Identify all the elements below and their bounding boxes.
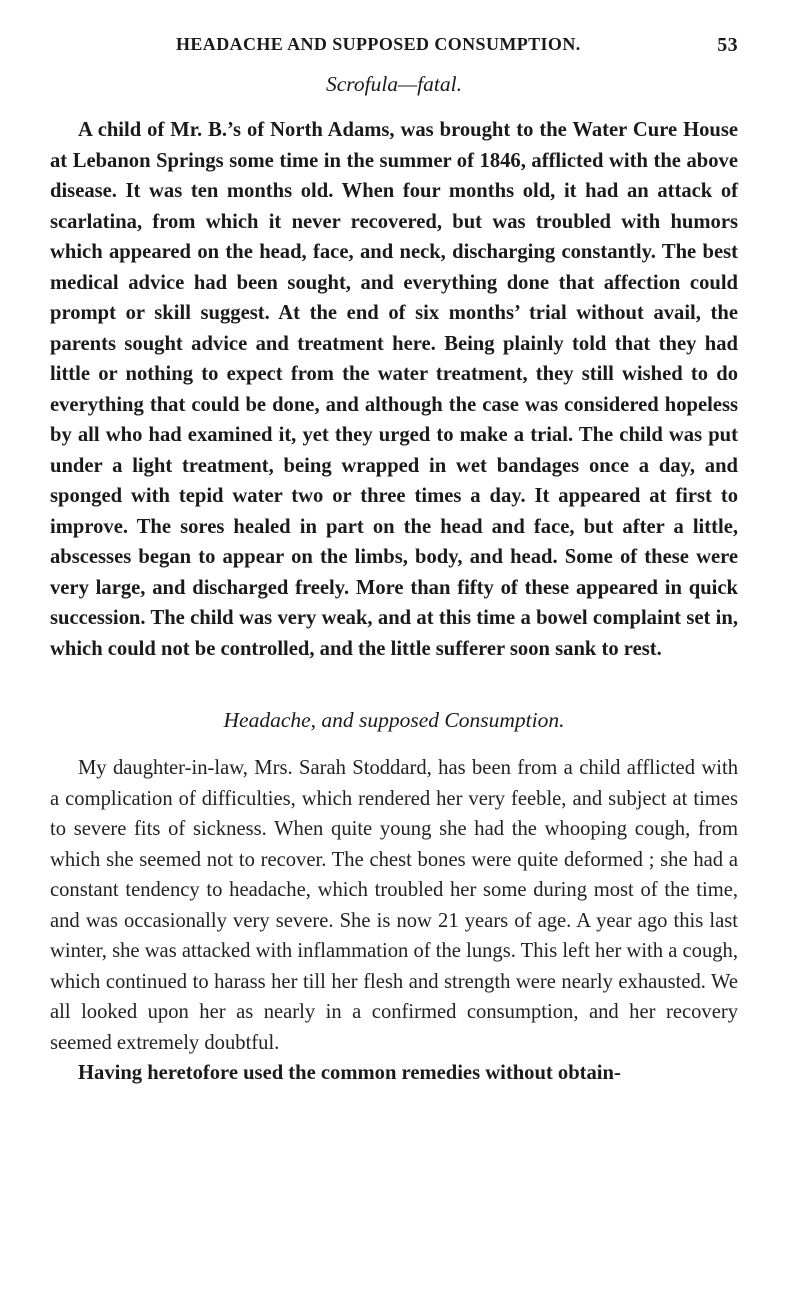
section-title-headache: Headache, and supposed Consumption.: [223, 708, 565, 732]
paragraph-continuation: Having heretofore used the common remedies without obtain-: [78, 1062, 621, 1084]
book-page: [50, 34, 738, 1089]
page-number: 53: [717, 34, 738, 56]
paragraph-scrofula: A child of Mr. B.’s of North Adams, was brought to the Water Cure House at Lebanon Springs some time in the summer of 1846, afflicted with the above disease. It was ten months old. When four months old, it had an attack of scarlatina, from which it never recovered, but was troubled with humors which appeared on the head, face, and neck, discharging constantly. The best medical advice had been sought, and everything done that affection could prompt or skill suggest. At the end of six months’ trial without avail, the parents sought advice and treatment here. Being plainly told that they had little or nothing to expect from the water treatment, they still wished to do everything that could be done, and although the case was considered hopeless by all who had examined it, yet they urged to make a trial. The child was put under a light treatment, being wrapped in wet bandages once a day, and sponged with tepid water two or three times a day. It appeared at first to improve. The sores healed in part on the head and face, but after a little, abscesses began to appear on the limbs, body, and head. Some of these were very large, and discharged freely. More than fifty of these appeared in quick succession. The child was very weak, and at this time a bowel complaint set in, which could not be controlled, and the little sufferer soon sank to rest.: [50, 119, 738, 660]
section-title-scrofula: Scrofula—fatal.: [326, 72, 462, 96]
paragraph-headache: My daughter-in-law, Mrs. Sarah Stoddard, has been from a child afflicted with a complication of difficulties, which rendered her very feeble, and subject at times to severe fits of sickness. When quite young she had the whooping cough, from which she seemed not to recover. The chest bones were quite deformed ; she had a constant tendency to headache, which troubled her some during most of the time, and was occasionally very severe. She is now 21 years of age. A year ago this last winter, she was attacked with inflammation of the lungs. This left her with a cough, which continued to harass her till her flesh and strength were nearly exhausted. We all looked upon her as nearly in a confirmed consumption, and her recovery seemed extremely doubtful.: [50, 757, 738, 1054]
running-head: [50, 34, 738, 64]
running-title: HEADACHE AND SUPPOSED CONSUMPTION.: [176, 34, 581, 54]
